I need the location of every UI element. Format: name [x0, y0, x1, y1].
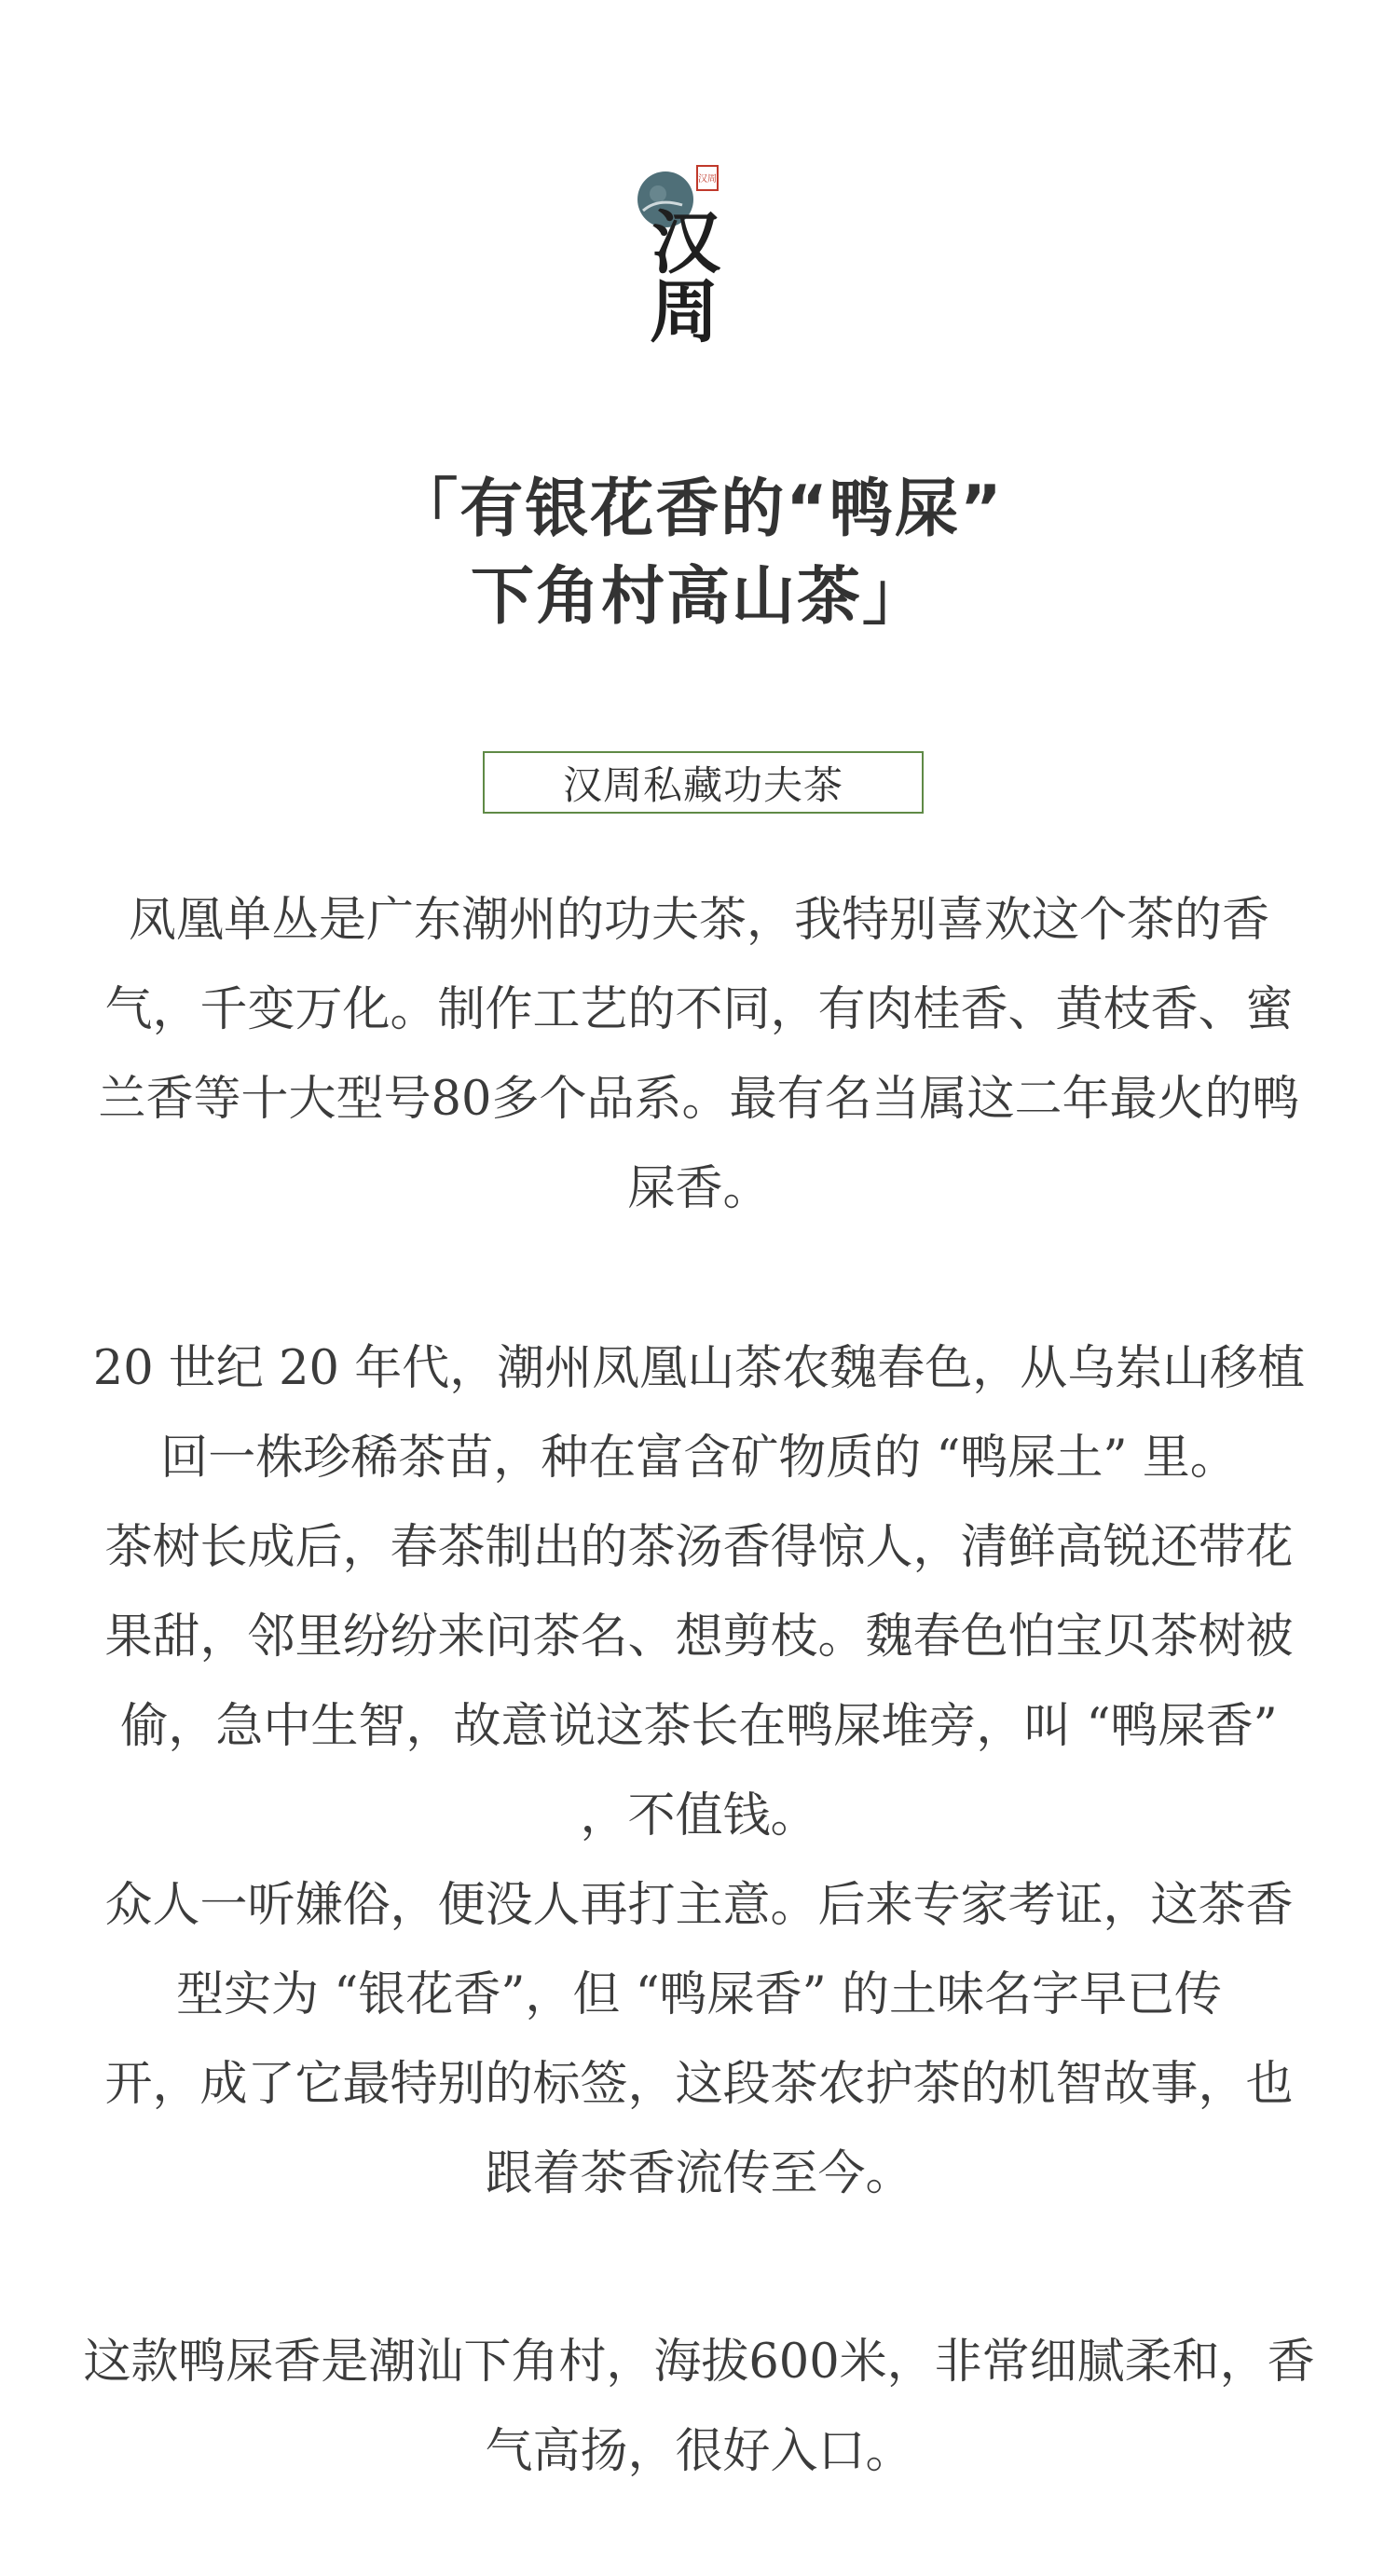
paragraph-line: 凤凰单丛是广东潮州的功夫茶，我特别喜欢这个茶的香: [128, 893, 1269, 948]
logo-mark: [630, 157, 742, 343]
paragraph-line: 型实为 “银花香”，但 “鸭屎香” 的土味名字早已传: [176, 1967, 1222, 2022]
paragraph-line: 偷，急中生智，故意说这茶长在鸭屎堆旁，叫 “鸭屎香”: [120, 1699, 1278, 1754]
logo-seal-text: 汉周: [698, 174, 717, 185]
paragraph-line: 开，成了它最特别的标签，这段茶农护茶的机智故事，也: [104, 2057, 1294, 2112]
article-title-line-1: 「有银花香的“鸭屎”: [394, 473, 1004, 546]
paragraph-3: [56, 2318, 1342, 2497]
article-title-line-2: 下角村高山茶」: [470, 560, 927, 634]
paragraph-line: 这款鸭屎香是潮汕下角村，海拔600米，非常细腻柔和，香: [83, 2335, 1315, 2390]
paragraph-line: 气，千变万化。制作工艺的不同，有肉桂香、黄枝香、蜜: [104, 982, 1294, 1037]
paragraph-line: 跟着茶香流传至今。: [485, 2146, 913, 2201]
paragraph-line: 茶树长成后，春茶制出的茶汤香得惊人，清鲜高锐还带花: [104, 1520, 1294, 1575]
section-tag: 汉周私藏功夫茶: [483, 751, 924, 814]
logo-char-2: 周: [650, 272, 719, 343]
paragraph-line: 果甜，邻里纷纷来问茶名、想剪枝。魏春色怕宝贝茶树被: [104, 1610, 1294, 1665]
paragraph-1: [56, 876, 1342, 1234]
paragraph-line: 屎香。: [627, 1161, 771, 1216]
paragraph-line: 气高扬，很好入口。: [485, 2424, 913, 2479]
paragraph-line: ，不值钱。: [580, 1788, 818, 1843]
paragraph-line: 众人一听嫌俗，便没人再打主意。后来专家考证，这茶香: [104, 1878, 1294, 1933]
paragraph-line: 回一株珍稀茶苗，种在富含矿物质的 “鸭屎土” 里。: [160, 1431, 1238, 1486]
logo-char-1: 汉: [651, 203, 720, 283]
paragraph-2: [56, 1324, 1342, 2219]
brand-logo: [630, 157, 742, 343]
paragraph-line: 20 世纪 20 年代，潮州凤凰山茶农魏春色，从乌岽山移植: [92, 1341, 1306, 1396]
paragraph-line: 兰香等十大型号80多个品系。最有名当属这二年最火的鸭: [98, 1072, 1300, 1127]
